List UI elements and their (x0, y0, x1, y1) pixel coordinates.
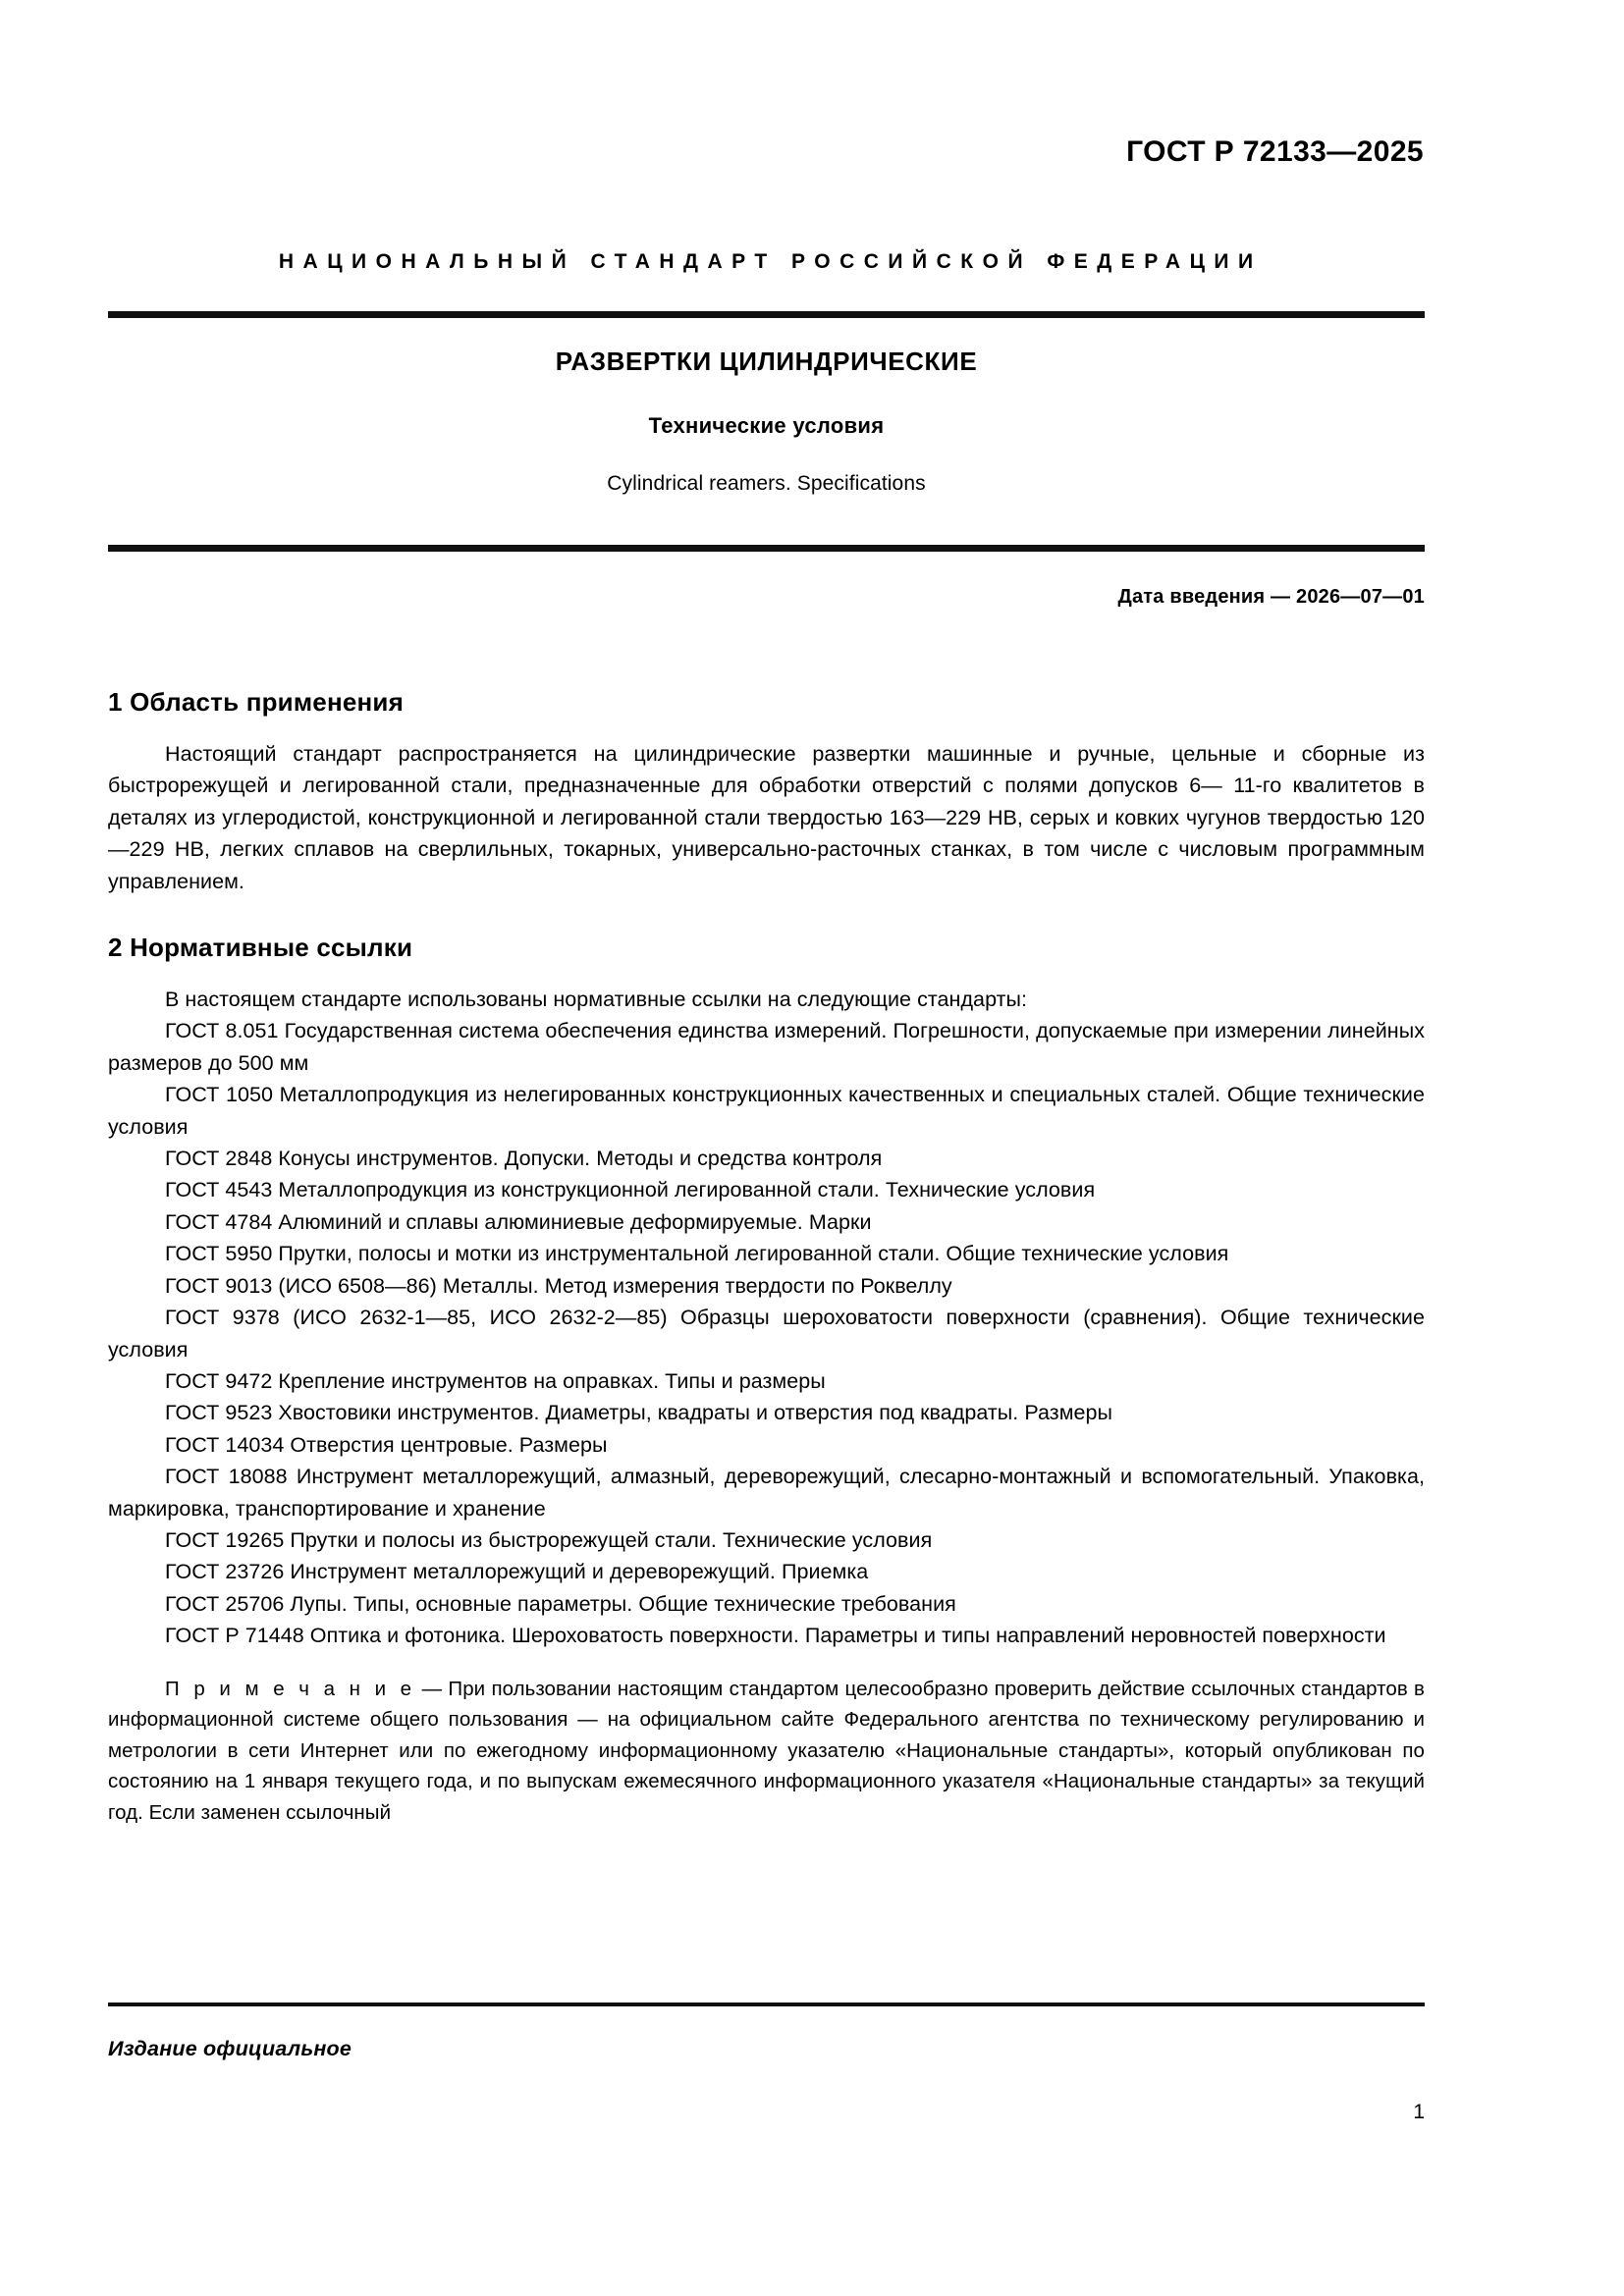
note-paragraph (108, 1674, 1425, 1829)
reference-item: ГОСТ 1050 Металлопродукция из нелегированных конструкционных качественных и специальных сталей. Общие технические условия (108, 1083, 1425, 1139)
page-title: РАЗВЕРТКИ ЦИЛИНДРИЧЕСКИЕ (555, 347, 978, 376)
reference-item: ГОСТ 9378 (ИСО 2632-1—85, ИСО 2632-2—85) Образцы шероховатости поверхности (сравнения). Общие технические условия (108, 1306, 1425, 1362)
reference-item: ГОСТ 9472 Крепление инструментов на оправках. Типы и размеры (165, 1368, 826, 1393)
reference-item: ГОСТ 5950 Прутки, полосы и мотки из инструментальной легированной стали. Общие технические условия (165, 1242, 1229, 1266)
normative-references-list (108, 984, 1425, 1652)
scope-paragraph: Настоящий стандарт распространяется на цилиндрические развертки машинные и ручные, цельные и сборные из быстрорежущей и легированной стали, предназначенные для обработки отверстий с полями допусков 6— 11-го квалитетов в деталях из углеродистой, конструкционной и легированной стали твердостью 163—229 HB, серых и ковких чугунов твердостью 120—229 HB, легких сплавов на сверлильных, токарных, универсально-расточных станках, в том числе с числовым программным управлением. (108, 742, 1425, 893)
reference-item: ГОСТ 19265 Прутки и полосы из быстрорежущей стали. Технические условия (165, 1527, 933, 1552)
reference-item: ГОСТ 14034 Отверстия центровые. Размеры (165, 1432, 608, 1457)
document-number-header: ГОСТ Р 72133—2025 (1126, 135, 1424, 168)
title-block (108, 347, 1425, 496)
section-heading-scope: 1 Область применения (108, 687, 404, 717)
page-title-english: Cylindrical reamers. Specifications (607, 472, 926, 495)
note-block (108, 1674, 1425, 1829)
references-lead: В настоящем стандарте использованы нормативные ссылки на следующие стандарты: (165, 988, 1028, 1012)
reference-item: ГОСТ 2848 Конусы инструментов. Допуски. Методы и средства контроля (165, 1147, 883, 1171)
reference-item: ГОСТ 9013 (ИСО 6508—86) Металлы. Метод измерения твердости по Роквеллу (165, 1273, 952, 1298)
official-edition-label: Издание официальное (108, 2037, 352, 2060)
document-body (108, 687, 1425, 1829)
reference-item: ГОСТ 4543 Металлопродукция из конструкционной легированной стали. Технические условия (165, 1178, 1096, 1202)
section-heading-normative-references: 2 Нормативные ссылки (108, 933, 413, 963)
page-number: 1 (1413, 2101, 1425, 2123)
page-subtitle: Технические условия (648, 413, 885, 438)
introduction-date: Дата введения — 2026—07—01 (1117, 586, 1425, 608)
reference-item: ГОСТ 23726 Инструмент металлорежущий и дереворежущий. Приемка (165, 1560, 869, 1584)
reference-item: ГОСТ 9523 Хвостовики инструментов. Диаметры, квадраты и отверстия под квадраты. Размеры (165, 1401, 1113, 1425)
note-label: П р и м е ч а н и е (165, 1677, 416, 1700)
reference-item: ГОСТ 25706 Лупы. Типы, основные параметры. Общие технические требования (165, 1591, 956, 1616)
title-rule-bottom (108, 545, 1425, 552)
footer-rule (108, 2002, 1425, 2006)
national-standard-line: НАЦИОНАЛЬНЫЙ СТАНДАРТ РОССИЙСКОЙ ФЕДЕРАЦИИ (278, 250, 1263, 273)
reference-item: ГОСТ Р 71448 Оптика и фотоника. Шероховатость поверхности. Параметры и типы направлений неровностей поверхности (165, 1624, 1386, 1648)
reference-item: ГОСТ 4784 Алюминий и сплавы алюминиевые деформируемые. Марки (165, 1209, 872, 1234)
note-text: — При пользовании настоящим стандартом целесообразно проверить действие ссылочных стандартов в информационной системе общего пользования — на официальном сайте Федерального агентства по техническому регулированию и метрологии в сети Интернет или по ежегодному информационному указателю «Национальные стандарты», который опубликован по состоянию на 1 января текущего года, и по выпускам ежемесячного информационного указателя «Национальные стандарты» за текущий год. Если заменен ссылочный (108, 1677, 1425, 1824)
reference-item: ГОСТ 8.051 Государственная система обеспечения единства измерений. Погрешности, допускаемые при измерении линейных размеров до 500 мм (108, 1019, 1425, 1075)
title-rule-top (108, 311, 1425, 318)
reference-item: ГОСТ 18088 Инструмент металлорежущий, алмазный, дереворежущий, слесарно-монтажный и вспомогательный. Упаковка, маркировка, транспортирование и хранение (108, 1465, 1425, 1521)
